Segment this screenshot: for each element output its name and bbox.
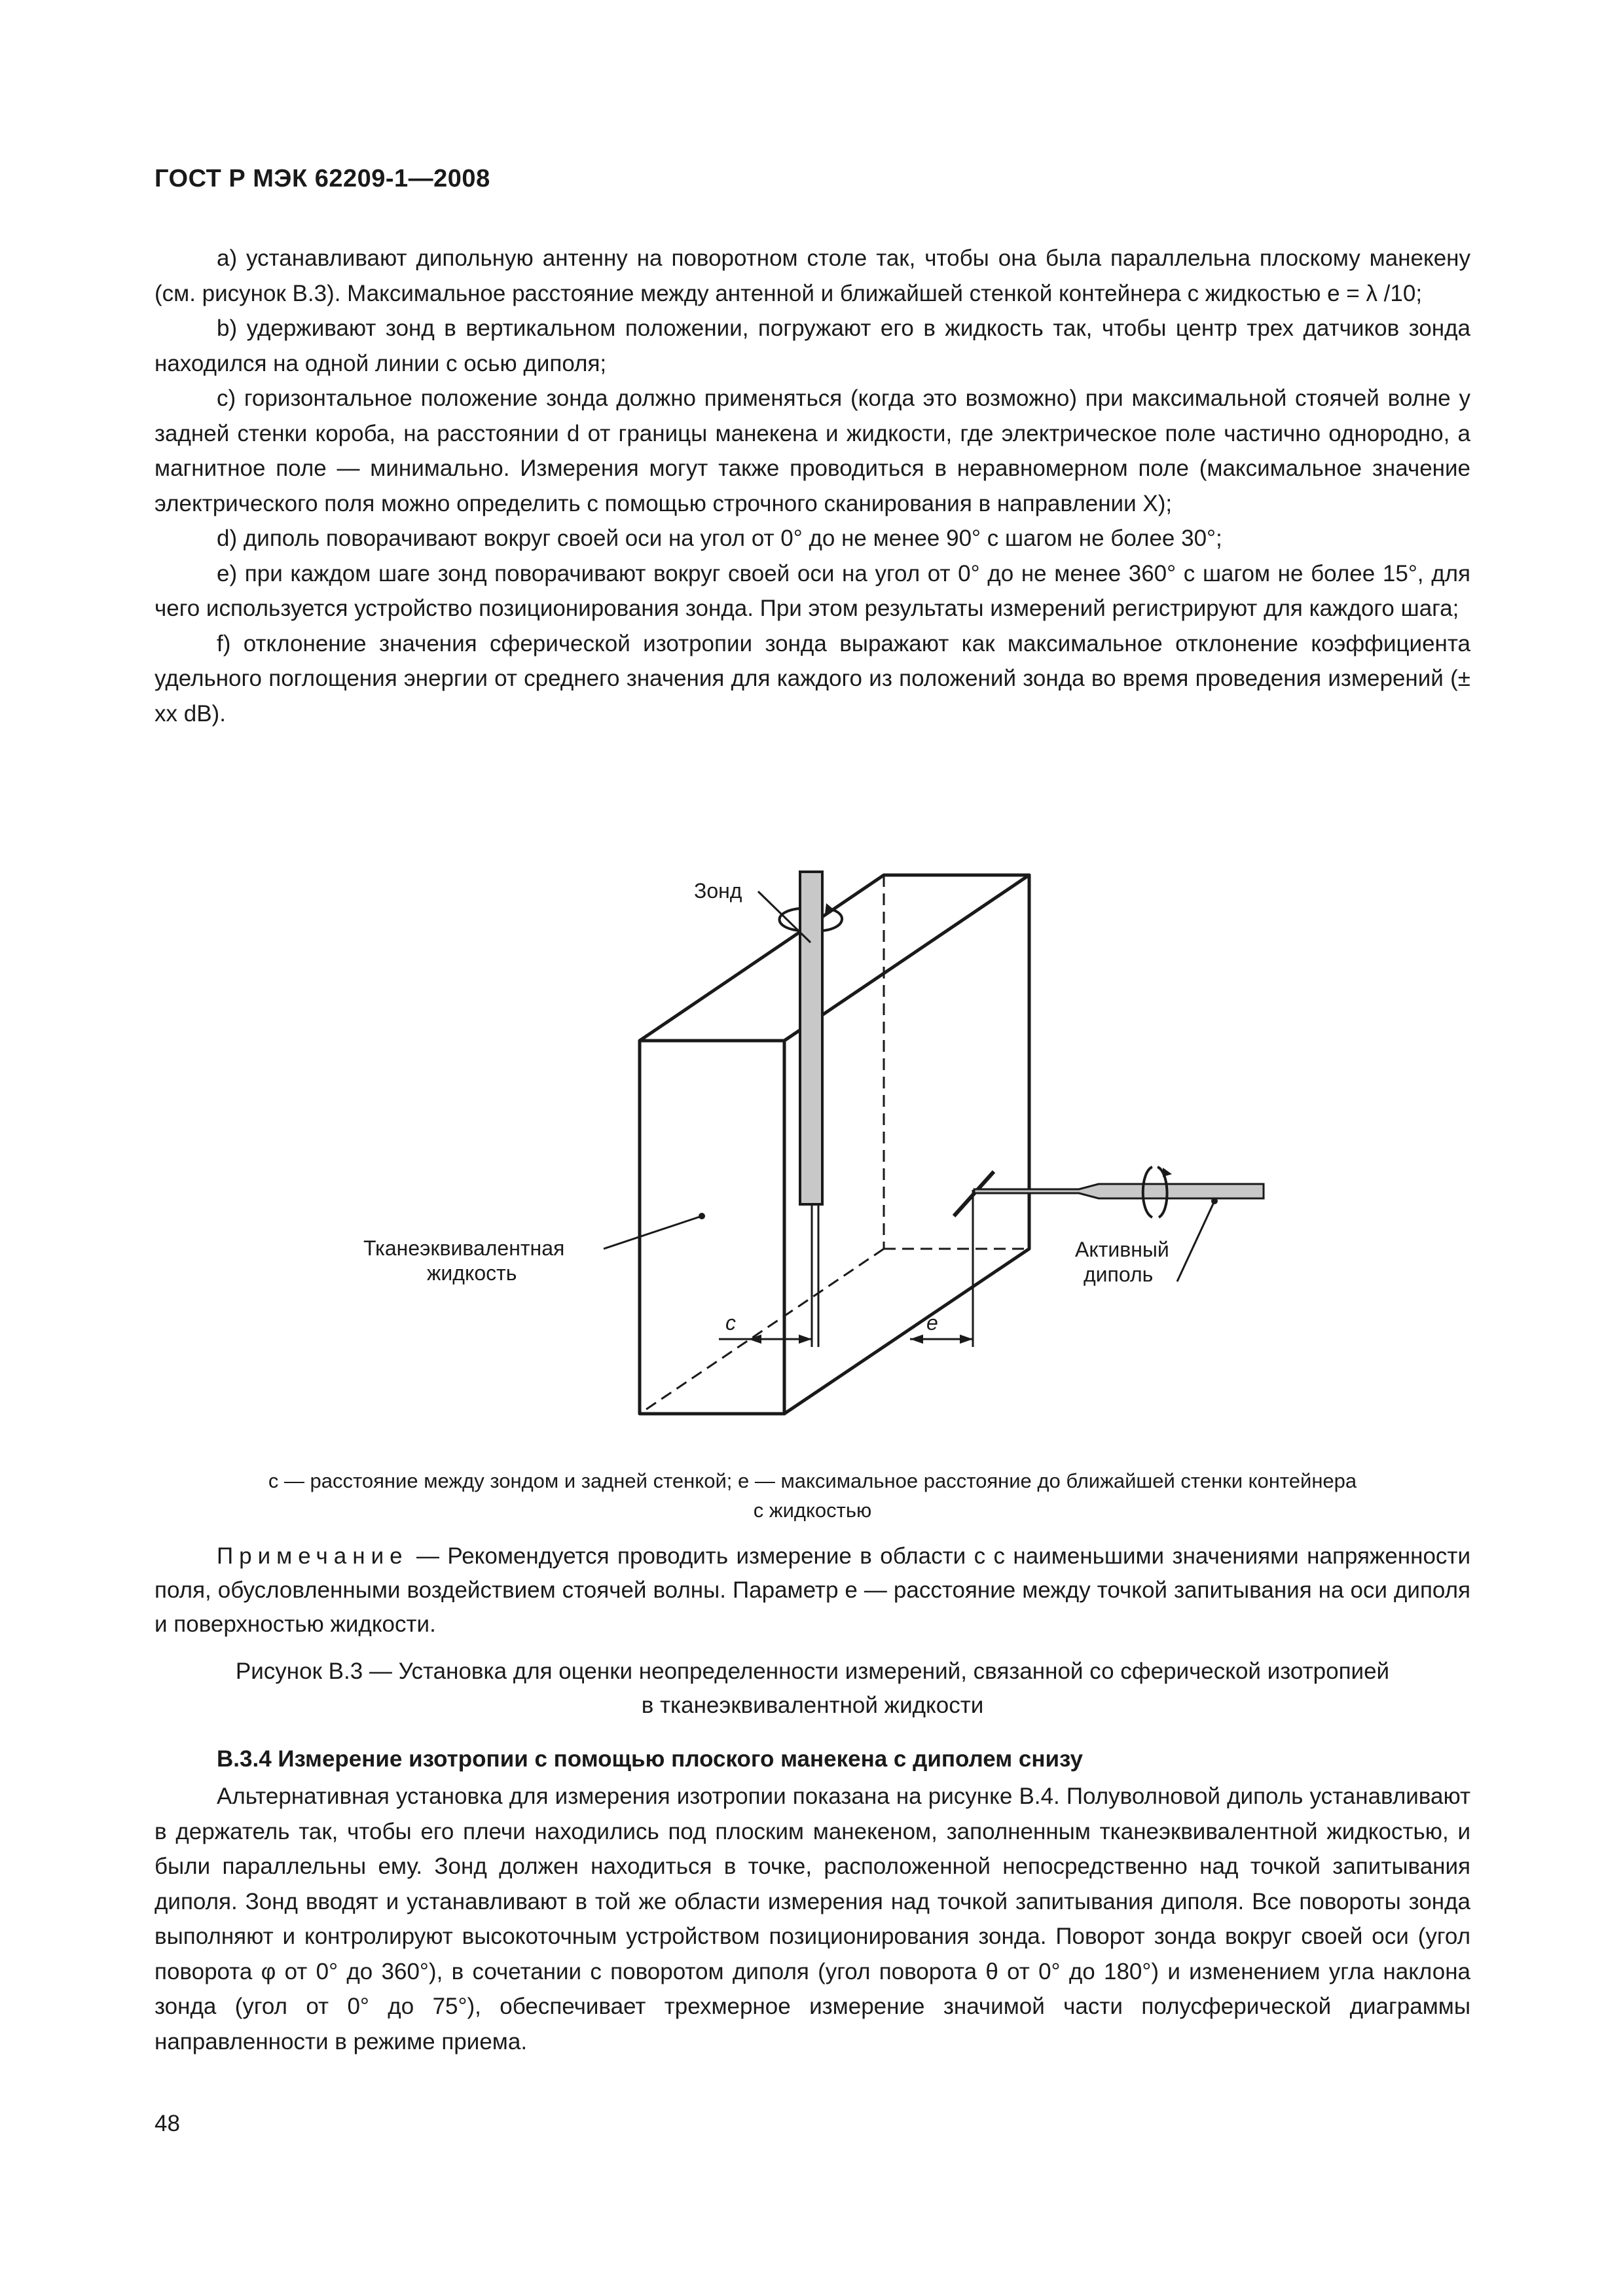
figure-note xyxy=(155,1539,1470,1641)
figure-b3-diagram xyxy=(0,844,1623,1466)
paragraph-f: f) отклонение значения сферической изотропии зонда выражают как максимальное отклонение коэффициента удельного поглощения энергии от среднего значения для каждого из положений зонда во время проведения измерений (± xx dB). xyxy=(155,630,1470,726)
procedure-list xyxy=(155,241,1470,731)
probe-rod xyxy=(800,872,822,1204)
figure-legend xyxy=(155,1466,1470,1525)
legend-line1: c — расстояние между зондом и задней стенкой; e — максимальное расстояние до ближайшей стенки контейнера xyxy=(268,1469,1357,1492)
paragraph-a: а) устанавливают дипольную антенну на поворотном столе так, чтобы она была параллельна плоскому манекену (см. рисунок В.3). Максимальное расстояние между антенной и ближайшей стенкой контейнера с жидкостью e = λ /10; xyxy=(155,245,1470,306)
paragraph-b: b) удерживают зонд в вертикальном положении, погружают его в жидкость так, чтобы центр трех датчиков зонда находился на одной линии с осью диполя; xyxy=(155,315,1470,376)
dipole-label-line2: диполь xyxy=(1084,1263,1154,1286)
section-title: В.3.4 Измерение изотропии с помощью плоского манекена с диполем снизу xyxy=(217,1746,1084,1772)
section-body: Альтернативная установка для измерения изотропии показана на рисунке В.4. Полуволновой диполь устанавливают в держатель так, чтобы его плечи находились под плоским манекеном, заполненным тканеэквивалентной жидкостью, и были параллельны ему. Зонд должен находиться в точке, расположенной непосредственно над точкой запитывания диполя. Зонд вводят и устанавливают в той же области измерения над точкой запитывания диполя. Все повороты зонда выполняют и контролируют высокоточным устройством позиционирования зонда. Поворот зонда вокруг своей оси (угол поворота φ от 0° до 360°), в сочетании с поворотом диполя (угол поворота θ от 0° до 180°) и изменением угла наклона зонда (угол от 0° до 75°), обеспечивает трехмерное измерение значимой части полусферической диаграммы направленности в режиме приема. xyxy=(155,1784,1470,2054)
dimension-e-label: e xyxy=(926,1311,938,1335)
setup-drawing xyxy=(0,844,1623,1466)
note-prefix: Примечание xyxy=(217,1543,409,1569)
box-front-face xyxy=(640,1041,784,1414)
probe-label: Зонд xyxy=(694,879,742,903)
liquid-label-line2: жидкость xyxy=(427,1261,517,1285)
paragraph-e: е) при каждом шаге зонд поворачивают вокруг своей оси на угол от 0° до не менее 360° с шагом не более 15°, для чего используется устройство позиционирования зонда. При этом результаты измерений регистрируют для каждого шага; xyxy=(155,560,1470,621)
figure-caption xyxy=(155,1655,1470,1723)
page-number: 48 xyxy=(155,2111,180,2136)
paragraph-c: с) горизонтальное положение зонда должно применяться (когда это возможно) при максимальной стоячей волне у задней стенки короба, на расстоянии d от границы манекена и жидкости, где электрическое поле частично однородно, а магнитное поле — минимально. Измерения могут также проводиться в неравномерном поле (максимальное значение электрического поля можно определить с помощью строчного сканирования в направлении X); xyxy=(155,386,1470,516)
document-header: ГОСТ Р МЭК 62209-1—2008 xyxy=(155,165,490,192)
note-text: — Рекомендуется проводить измерение в области c с наименьшими значениями напряженности поля, обусловленными воздействием стоячей волны. Параметр e — расстояние между точкой запитывания на оси диполя и поверхностью жидкости. xyxy=(155,1543,1470,1637)
caption-line2: в тканеэквивалентной жидкости xyxy=(641,1693,984,1718)
dipole-label-line1: Активный xyxy=(1075,1238,1169,1261)
caption-line1: Рисунок В.3 — Установка для оценки неопределенности измерений, связанной со сферической изотропией xyxy=(235,1659,1390,1684)
paragraph-d: d) диполь поворачивают вокруг своей оси на угол от 0° до не менее 90° с шагом не более 30°; xyxy=(217,526,1222,551)
legend-line2: с жидкостью xyxy=(753,1499,872,1522)
dimension-c-label: c xyxy=(725,1311,736,1335)
liquid-label-line1: Тканеэквивалентная xyxy=(363,1236,565,1260)
